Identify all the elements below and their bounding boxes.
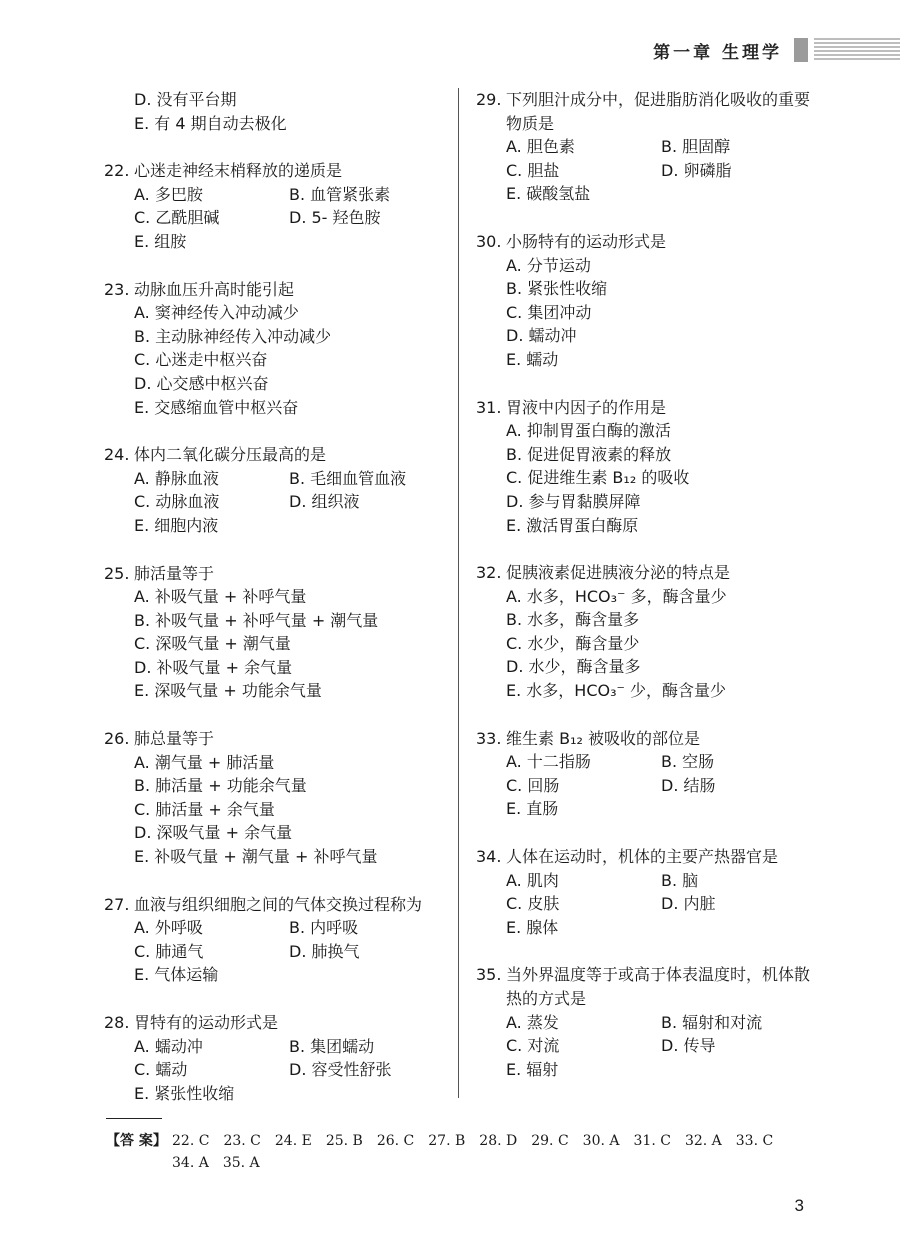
question-number: 29. (476, 90, 502, 109)
question-stem (476, 845, 816, 869)
answer-option: D. 结肠 (661, 775, 716, 795)
question-number: 24. (104, 445, 130, 465)
answer-option: C. 皮肤 (506, 894, 560, 914)
question-text: 肺活量等于 (134, 563, 215, 583)
answer-option: B. 促进促胃液素的释放 (506, 444, 672, 464)
question (104, 443, 444, 537)
question (104, 1011, 444, 1105)
answer-option: E. 碳酸氢盐 (506, 184, 591, 204)
left-column (104, 88, 444, 1129)
question-number: 31. (476, 397, 502, 417)
option-list (476, 419, 816, 537)
answer-option: C. 水少，酶含量少 (506, 633, 640, 653)
option-list (476, 254, 816, 372)
option-list (104, 1035, 444, 1106)
answer-key (106, 1130, 818, 1174)
answer-option: B. 血管紧张素 (289, 184, 391, 204)
answer-key-label: 【答 案】 (106, 1133, 167, 1149)
question-number: 25. (104, 563, 130, 583)
answer-option: A. 蠕动冲 (134, 1036, 203, 1056)
question-number: 32. (476, 563, 502, 583)
question-stem (104, 562, 444, 586)
answer-option: D. 水少，酶含量多 (506, 657, 641, 677)
answer-option: D. 参与胃黏膜屏障 (506, 491, 641, 511)
answer-option: E. 水多，HCO₃⁻ 少，酶含量少 (506, 681, 727, 701)
question-stem (104, 1011, 444, 1035)
answer-option: E. 深吸气量 + 功能余气量 (134, 681, 322, 701)
answer-item: 32. A (684, 1133, 722, 1149)
question-number: 30. (476, 231, 502, 251)
answer-option: A. 外呼吸 (134, 918, 203, 938)
answer-option: E. 交感缩血管中枢兴奋 (134, 397, 299, 417)
answer-item: 22. C (172, 1133, 210, 1149)
answer-option: E. 气体运输 (134, 965, 219, 985)
answer-option: D. 5- 羟色胺 (289, 208, 381, 228)
answer-option: E. 补吸气量 + 潮气量 + 补呼气量 (134, 847, 378, 867)
answer-option: E. 有 4 期自动去极化 (134, 113, 287, 133)
running-header (600, 36, 900, 66)
option-list (104, 88, 444, 135)
question-stem (476, 396, 816, 420)
question-number: 33. (476, 728, 502, 748)
question-stem (476, 727, 816, 751)
question (104, 562, 444, 704)
question-text: 促胰液素促进胰液分泌的特点是 (506, 563, 731, 583)
question-text: 心迷走神经末梢释放的递质是 (134, 161, 343, 181)
answer-option: D. 心交感中枢兴奋 (134, 373, 269, 393)
answer-option: D. 深吸气量 + 余气量 (134, 823, 293, 843)
question-stem (476, 561, 816, 585)
answer-option: B. 主动脉神经传入冲动减少 (134, 326, 332, 346)
option-list (476, 585, 816, 703)
answer-option: A. 分节运动 (506, 255, 591, 275)
question-stem (104, 278, 444, 302)
question-number: 26. (104, 729, 130, 749)
answer-option: B. 胆固醇 (661, 137, 731, 157)
answer-item: 33. C (735, 1133, 774, 1149)
option-list (476, 135, 816, 206)
chapter-title: 第一章 生理学 (653, 43, 782, 63)
answer-option: E. 直肠 (506, 799, 559, 819)
answer-list (172, 1130, 818, 1174)
answer-option: B. 空肠 (661, 752, 715, 772)
answer-option: A. 胆色素 (506, 137, 575, 157)
question-text: 血液与组织细胞之间的气体交换过程称为 (134, 894, 423, 914)
option-list (476, 1011, 816, 1082)
question-text: 胃特有的运动形式是 (134, 1013, 279, 1032)
answer-option: C. 肺通气 (134, 941, 204, 961)
question-number: 22. (104, 161, 130, 181)
answer-option: A. 窦神经传入冲动减少 (134, 303, 299, 323)
question (476, 963, 816, 1081)
question-text: 下列胆汁成分中，促进脂肪消化吸收的重要物质是 (506, 90, 811, 133)
question (104, 727, 444, 869)
answer-option: E. 激活胃蛋白酶原 (506, 515, 639, 535)
question-text: 人体在运动时，机体的主要产热器官是 (506, 847, 779, 867)
answer-option: A. 肌肉 (506, 870, 559, 890)
answer-option: A. 补吸气量 + 补呼气量 (134, 587, 307, 607)
answer-option: C. 蠕动 (134, 1060, 188, 1080)
answer-option: E. 细胞内液 (134, 515, 219, 535)
question-stem (476, 230, 816, 254)
question (476, 845, 816, 939)
question-number: 35. (476, 965, 502, 985)
answer-option: C. 乙酰胆碱 (134, 208, 220, 228)
question-number: 34. (476, 847, 502, 867)
question-number: 23. (104, 279, 130, 299)
question (476, 727, 816, 821)
answer-item: 25. B (325, 1133, 363, 1149)
question-text: 动脉血压升高时能引起 (134, 279, 295, 299)
question-stem (104, 727, 444, 751)
question-stem (476, 963, 816, 1010)
answer-option: B. 内呼吸 (289, 918, 359, 938)
answer-option: D. 肺换气 (289, 941, 360, 961)
answer-item: 29. C (531, 1133, 569, 1149)
answer-option: B. 水多，酶含量多 (506, 610, 640, 630)
answer-option: C. 肺活量 + 余气量 (134, 799, 275, 819)
answer-item: 35. A (222, 1155, 260, 1171)
answer-option: B. 补吸气量 + 补呼气量 + 潮气量 (134, 610, 379, 630)
answer-option: A. 潮气量 + 肺活量 (134, 752, 275, 772)
answer-option: C. 集团冲动 (506, 302, 592, 322)
question-text: 肺总量等于 (134, 729, 215, 749)
answer-option: A. 水多，HCO₃⁻ 多，酶含量少 (506, 586, 727, 606)
option-list (476, 750, 816, 821)
answer-option: B. 紧张性收缩 (506, 279, 608, 299)
answer-option: D. 蠕动冲 (506, 326, 577, 346)
answers-rule (106, 1118, 162, 1119)
answer-option: E. 腺体 (506, 917, 559, 937)
header-decoration-stripes (814, 38, 900, 62)
question-stem (104, 159, 444, 183)
answer-option: C. 对流 (506, 1036, 560, 1056)
question-stem (104, 893, 444, 917)
answer-item: 28. D (479, 1133, 518, 1149)
answer-item: 27. B (428, 1133, 466, 1149)
option-list (104, 751, 444, 869)
answer-option: A. 抑制胃蛋白酶的激活 (506, 421, 671, 441)
question-stem (104, 443, 444, 467)
question-number: 28. (104, 1013, 130, 1032)
question-text: 当外界温度等于或高于体表温度时，机体散热的方式是 (506, 965, 811, 1008)
option-list (104, 467, 444, 538)
answer-option: D. 补吸气量 + 余气量 (134, 657, 293, 677)
answer-option: B. 肺活量 + 功能余气量 (134, 776, 307, 796)
answer-option: C. 深吸气量 + 潮气量 (134, 634, 291, 654)
option-list (104, 585, 444, 703)
question-text: 维生素 B₁₂ 被吸收的部位是 (506, 728, 700, 748)
answer-item: 26. C (376, 1133, 415, 1149)
option-list (104, 301, 444, 419)
question-number: 27. (104, 894, 130, 914)
question-text: 小肠特有的运动形式是 (506, 231, 667, 251)
question (476, 230, 816, 372)
question-text: 胃液中内因子的作用是 (506, 397, 667, 417)
column-divider (458, 88, 459, 1098)
answer-option: D. 没有平台期 (134, 90, 237, 109)
option-list (104, 183, 444, 254)
option-list (476, 869, 816, 940)
answer-option: A. 静脉血液 (134, 468, 219, 488)
answer-option: C. 动脉血液 (134, 492, 220, 512)
header-decoration-block (794, 38, 808, 62)
answer-option: B. 集团蠕动 (289, 1036, 375, 1056)
right-column (476, 88, 816, 1105)
answer-option: B. 脑 (661, 870, 699, 890)
answer-item: 30. A (582, 1133, 620, 1149)
answer-option: C. 回肠 (506, 775, 560, 795)
answer-option: C. 胆盐 (506, 160, 560, 180)
answer-option: C. 心迷走中枢兴奋 (134, 350, 268, 370)
question (476, 396, 816, 538)
answer-option: E. 组胺 (134, 231, 187, 251)
question (104, 893, 444, 987)
question (104, 278, 444, 420)
answer-option: E. 辐射 (506, 1059, 559, 1079)
answer-option: C. 促进维生素 B₁₂ 的吸收 (506, 468, 690, 488)
answer-item: 24. E (274, 1133, 312, 1149)
answer-option: E. 紧张性收缩 (134, 1083, 235, 1103)
page-number: 3 (794, 1196, 804, 1215)
answer-option: A. 十二指肠 (506, 752, 591, 772)
question-text: 体内二氧化碳分压最高的是 (134, 445, 327, 465)
answer-option: B. 辐射和对流 (661, 1012, 763, 1032)
answer-option: D. 组织液 (289, 492, 360, 512)
option-list (104, 916, 444, 987)
answer-option: D. 内脏 (661, 894, 716, 914)
question-stem (476, 88, 816, 135)
question (104, 159, 444, 253)
answer-option: D. 容受性舒张 (289, 1060, 392, 1080)
question (476, 561, 816, 703)
answer-item: 34. A (172, 1155, 209, 1171)
answer-item: 23. C (223, 1133, 261, 1149)
answer-item: 31. C (633, 1133, 671, 1149)
answer-option: D. 卵磷脂 (661, 160, 732, 180)
answer-option: D. 传导 (661, 1036, 716, 1056)
answer-option: A. 多巴胺 (134, 184, 203, 204)
answer-option: E. 蠕动 (506, 349, 559, 369)
question (104, 88, 444, 135)
answer-option: A. 蒸发 (506, 1012, 559, 1032)
question (476, 88, 816, 206)
answer-option: B. 毛细血管血液 (289, 468, 407, 488)
